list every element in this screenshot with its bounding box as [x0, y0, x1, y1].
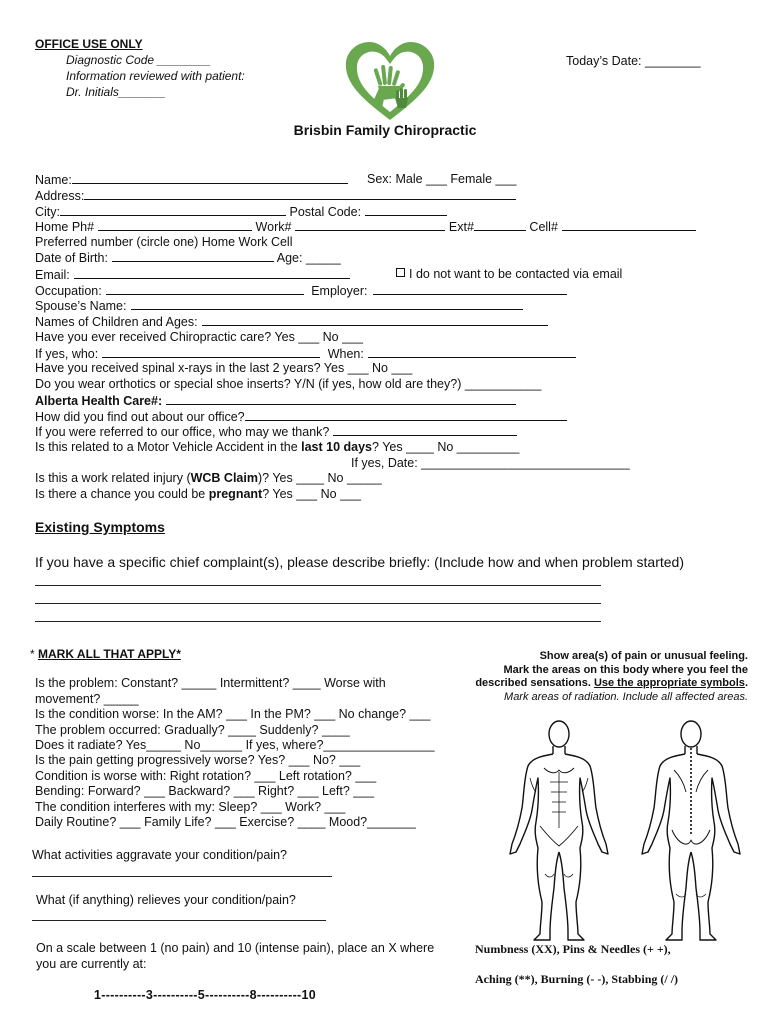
email-row[interactable] — [35, 267, 350, 284]
when-blank[interactable] — [368, 346, 576, 358]
mark-all-label: MARK ALL THAT APPLY* — [38, 647, 181, 661]
pain-scale-ruler[interactable]: 1----------3----------5----------8----------10 — [94, 988, 317, 1002]
pregnant-answer[interactable]: ? Yes ___ No ___ — [262, 487, 361, 501]
find-office-label: How did you find out about our office? — [35, 410, 245, 424]
existing-symptoms-title: Existing Symptoms — [35, 519, 165, 535]
alberta-health-label: Alberta Health Care#: — [35, 394, 163, 408]
complaint-line-1[interactable] — [35, 585, 601, 586]
address-blank[interactable] — [84, 188, 516, 200]
body-front-figure[interactable] — [506, 718, 612, 944]
employer-blank[interactable] — [373, 283, 567, 295]
body-chart-instructions — [475, 650, 748, 704]
relieves-line[interactable] — [32, 920, 326, 921]
children-blank[interactable] — [202, 314, 548, 326]
age-field[interactable]: Age: _____ — [276, 251, 341, 265]
symptom-line-3[interactable]: The problem occurred: Gradually? ____ Suddenly? ____ — [35, 723, 350, 737]
preferred-number[interactable]: Preferred number (circle one) Home Work Cell — [35, 235, 293, 249]
dob-row[interactable] — [35, 250, 341, 267]
city-label: City: — [35, 205, 60, 219]
mva-text: Is this related to a Motor Vehicle Accident in the — [35, 440, 302, 454]
alberta-health-row[interactable] — [35, 393, 516, 410]
address-label: Address: — [35, 189, 85, 203]
children-label: Names of Children and Ages: — [35, 315, 198, 329]
pain-scale-prompt-1: On a scale between 1 (no pain) and 10 (intense pain), place an X where — [36, 941, 435, 955]
symptom-line-7[interactable]: Bending: Forward? ___ Backward? ___ Right? ___ Left? ___ — [35, 784, 375, 798]
dr-initials-field[interactable]: Dr. Initials_______ — [66, 85, 166, 99]
spouse-row[interactable] — [35, 298, 523, 315]
diagnostic-code-field[interactable]: Diagnostic Code ________ — [66, 53, 211, 67]
mark-all-prefix: * — [30, 647, 39, 661]
cell-blank[interactable] — [562, 219, 696, 231]
clinic-name: Brisbin Family Chiropractic — [293, 122, 477, 138]
referred-row[interactable] — [35, 424, 517, 441]
aggravate-question: What activities aggravate your condition/pain? — [32, 848, 288, 862]
prior-care-question[interactable]: Have you ever received Chiropractic care? Yes ___ No ___ — [35, 330, 363, 344]
wcb-question[interactable] — [35, 471, 382, 487]
wcb-text: Is this a work related injury ( — [35, 471, 191, 485]
relieves-question: What (if anything) relieves your condition/pain? — [36, 893, 296, 907]
symptom-line-4[interactable]: Does it radiate? Yes_____ No______ If yes, where?________________ — [35, 738, 435, 752]
body-chart-line-3: described sensations. Use the appropriate symbols. — [475, 677, 748, 689]
aggravate-line[interactable] — [32, 876, 332, 877]
cell-label: Cell# — [529, 220, 558, 234]
symptom-line-1[interactable]: movement? _____ — [35, 692, 139, 706]
no-email-label: I do not want to be contacted via email — [409, 267, 623, 281]
mva-question[interactable] — [35, 440, 519, 456]
complaint-line-3[interactable] — [35, 621, 601, 622]
email-label: Email: — [35, 268, 70, 282]
mva-answer[interactable]: ? Yes ____ No _________ — [372, 440, 520, 454]
pain-scale-prompt-2: you are currently at: — [36, 957, 147, 971]
home-phone-blank[interactable] — [98, 219, 252, 231]
name-row[interactable] — [35, 172, 348, 189]
pregnant-question[interactable] — [35, 487, 361, 503]
body-chart-line-4: Mark areas of radiation. Include all affected areas. — [504, 690, 748, 703]
xray-question[interactable]: Have you received spinal x-rays in the last 2 years? Yes ___ No ___ — [35, 361, 413, 375]
referred-blank[interactable] — [333, 424, 517, 436]
name-label: Name: — [35, 173, 72, 187]
spouse-label: Spouse’s Name: — [35, 299, 127, 313]
mva-emphasis: last 10 days — [301, 440, 373, 454]
todays-date-field[interactable]: Today’s Date: ________ — [566, 54, 701, 68]
ext-label: Ext# — [448, 220, 474, 234]
symptom-line-5[interactable]: Is the pain getting progressively worse? Yes? ___ No? ___ — [35, 753, 361, 767]
postal-code-blank[interactable] — [365, 204, 447, 216]
phone-row[interactable] — [35, 219, 696, 236]
clinic-logo — [342, 38, 438, 122]
children-row[interactable] — [35, 314, 548, 331]
alberta-health-blank[interactable] — [166, 393, 516, 405]
ext-blank[interactable] — [474, 219, 526, 231]
wcb-emphasis: WCB Claim — [190, 471, 258, 485]
mva-date-field[interactable]: If yes, Date: ______________________________ — [351, 456, 630, 470]
find-office-blank[interactable] — [245, 409, 567, 421]
office-use-title: OFFICE USE ONLY — [35, 37, 143, 51]
symptom-line-2[interactable]: Is the condition worse: In the AM? ___ In the PM? ___ No change? ___ — [35, 707, 431, 721]
if-yes-who-label: If yes, who: — [35, 347, 99, 361]
symbols-emphasis: Use the appropriate symbols — [593, 677, 745, 689]
occupation-label: Occupation: — [35, 284, 102, 298]
postal-code-label: Postal Code: — [289, 205, 362, 219]
city-blank[interactable] — [60, 204, 286, 216]
employer-label: Employer: — [311, 284, 368, 298]
home-phone-label: Home Ph# — [35, 220, 95, 234]
spouse-blank[interactable] — [131, 298, 523, 310]
body-back-figure[interactable] — [636, 718, 746, 944]
info-reviewed-label: Information reviewed with patient: — [66, 69, 245, 83]
chief-complaint-prompt: If you have a specific chief complaint(s), please describe briefly: (Include how and when problem started) — [35, 554, 684, 570]
sex-field[interactable]: Sex: Male ___ Female ___ — [367, 172, 517, 186]
referred-label: If you were referred to our office, who may we thank? — [35, 425, 330, 439]
body-chart-line-2: Mark the areas on this body where you feel the — [503, 663, 748, 676]
symbol-legend-1: Numbness (XX), Pins & Needles (+ +), — [475, 942, 671, 956]
no-email-option[interactable] — [396, 267, 622, 283]
no-email-checkbox[interactable] — [396, 268, 405, 277]
dob-label: Date of Birth: — [35, 251, 108, 265]
orthotics-question[interactable]: Do you wear orthotics or special shoe inserts? Y/N (if yes, how old are they?) ___________ — [35, 377, 542, 391]
work-phone-label: Work# — [255, 220, 292, 234]
mark-all-heading — [30, 647, 181, 661]
when-label: When: — [327, 347, 364, 361]
symptom-line-0[interactable]: Is the problem: Constant? _____ Intermittent? ____ Worse with — [35, 676, 386, 690]
wcb-answer[interactable]: )? Yes ____ No _____ — [257, 471, 382, 485]
body-chart-line-1: Show area(s) of pain or unusual feeling. — [539, 650, 748, 662]
symptom-line-6[interactable]: Condition is worse with: Right rotation? ___ Left rotation? ___ — [35, 769, 377, 783]
dob-blank[interactable] — [112, 250, 274, 262]
symbol-legend-2: Aching (**), Burning (- -), Stabbing (/ /) — [475, 972, 679, 986]
address-row[interactable] — [35, 188, 516, 205]
occupation-blank[interactable] — [106, 283, 304, 295]
name-blank[interactable] — [72, 172, 348, 184]
work-phone-blank[interactable] — [295, 219, 445, 231]
symptom-line-8[interactable]: The condition interferes with my: Sleep? ___ Work? ___ — [35, 800, 346, 814]
symptom-line-9[interactable]: Daily Routine? ___ Family Life? ___ Exercise? ____ Mood?_______ — [35, 815, 416, 829]
who-blank[interactable] — [102, 346, 320, 358]
pregnant-text: Is there a chance you could be — [35, 487, 209, 501]
complaint-line-2[interactable] — [35, 603, 601, 604]
email-blank[interactable] — [74, 267, 350, 279]
pregnant-emphasis: pregnant — [208, 487, 263, 501]
